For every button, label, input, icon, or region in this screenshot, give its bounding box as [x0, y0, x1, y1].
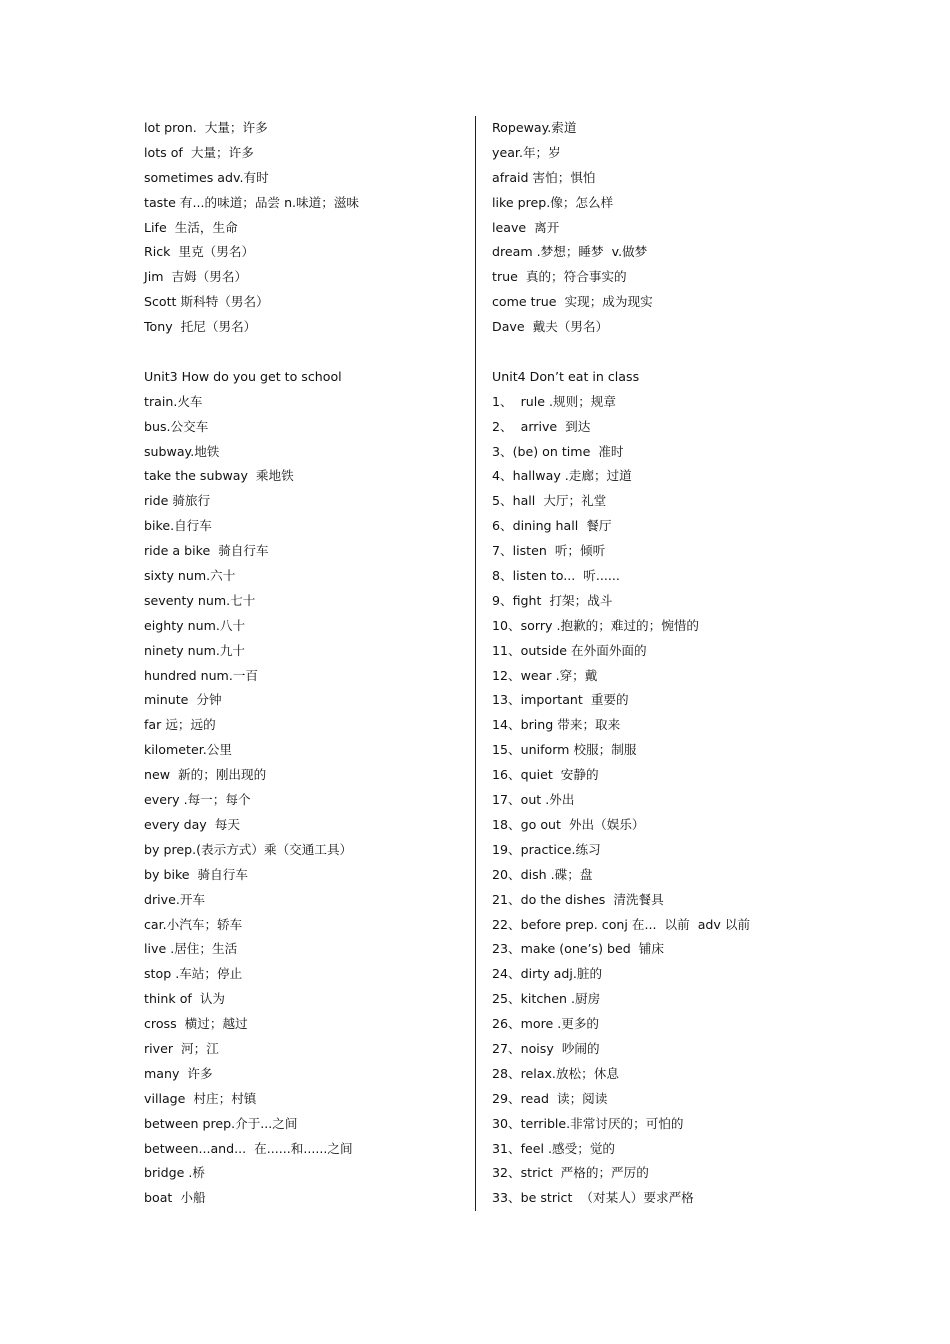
vocab-line: kilometer.公里	[144, 742, 232, 758]
vocab-line: 11、outside 在外面外面的	[492, 642, 647, 658]
vocab-line: cross 横过；越过	[144, 1016, 248, 1032]
vocab-line: stop .车站；停止	[144, 966, 243, 982]
vocab-line: river 河；江	[144, 1040, 219, 1056]
vocab-line: Scott 斯科特（男名）	[144, 294, 269, 310]
vocab-line: live .居住；生活	[144, 941, 238, 957]
vocab-line: come true 实现；成为现实	[492, 294, 653, 310]
vocab-line: 1、 rule .规则；规章	[492, 393, 616, 409]
vocab-line: car.小汽车；轿车	[144, 916, 243, 932]
vocab-line: like prep.像；怎么样	[492, 194, 614, 210]
vocab-line: village 村庄；村镇	[144, 1090, 257, 1106]
blank-line	[492, 340, 812, 365]
vocab-line: lots of 大量；许多	[144, 144, 254, 160]
vocab-line: 8、listen to... 听......	[492, 568, 620, 584]
vocab-line: take the subway 乘地铁	[144, 468, 294, 484]
vocab-line: 15、uniform 校服；制服	[492, 742, 637, 758]
blank-line	[144, 340, 464, 365]
vocab-line: Tony 托尼（男名）	[144, 319, 257, 335]
unit-heading: Unit4 Don’t eat in class	[492, 368, 640, 384]
vocab-line: by bike 骑自行车	[144, 866, 248, 882]
vocab-line: 5、hall 大厅；礼堂	[492, 493, 607, 509]
vocab-line: think of 认为	[144, 991, 226, 1007]
vocab-line: drive.开车	[144, 891, 206, 907]
vocab-line: far 远；远的	[144, 717, 216, 733]
vocab-line: 33、be strict （对某人）要求严格	[492, 1190, 694, 1206]
vocab-line: 29、read 读；阅读	[492, 1090, 608, 1106]
vocab-line: 20、dish .碟；盘	[492, 866, 593, 882]
vocab-line: 10、sorry .抱歉的；难过的；惋惜的	[492, 617, 700, 633]
vocab-line: seventy num.七十	[144, 592, 256, 608]
vocab-line: train.火车	[144, 393, 203, 409]
vocab-line: Life 生活，生命	[144, 219, 238, 235]
vocab-line: ninety num.九十	[144, 642, 246, 658]
vocab-line: between prep.介于...之间	[144, 1115, 298, 1131]
vocab-line: boat 小船	[144, 1190, 206, 1206]
vocab-line: bridge .桥	[144, 1165, 206, 1181]
vocab-list-unit3-end	[492, 116, 812, 340]
vocab-line: 26、more .更多的	[492, 1016, 600, 1032]
vocab-line: 13、important 重要的	[492, 692, 629, 708]
vocab-line: 30、terrible.非常讨厌的；可怕的	[492, 1115, 684, 1131]
vocab-line: 16、quiet 安静的	[492, 767, 599, 783]
vocab-line: 14、bring 带来；取来	[492, 717, 621, 733]
left-column	[144, 116, 464, 1211]
vocab-line: 7、listen 听；倾听	[492, 543, 606, 559]
right-column	[492, 116, 812, 1211]
vocab-line: eighty num.八十	[144, 617, 246, 633]
vocab-line: Rick 里克（男名）	[144, 244, 255, 260]
vocab-line: hundred num.一百	[144, 667, 259, 683]
vocab-line: Dave 戴夫（男名）	[492, 319, 609, 335]
vocab-line: Jim 吉姆（男名）	[144, 269, 248, 285]
vocab-line: 22、before prep. conj 在... 以前 adv 以前	[492, 916, 751, 932]
vocab-line: every .每一；每个	[144, 792, 251, 808]
vocab-line: every day 每天	[144, 816, 240, 832]
vocab-line: ride 骑旅行	[144, 493, 211, 509]
vocab-line: 3、(be) on time 准时	[492, 443, 624, 459]
vocab-list-unit2-end	[144, 116, 464, 340]
vocab-line: leave 离开	[492, 219, 560, 235]
vocab-line: 12、wear .穿；戴	[492, 667, 598, 683]
vocab-line: true 真的；符合事实的	[492, 269, 627, 285]
vocab-line: Ropeway.索道	[492, 120, 577, 135]
vocab-line: 28、relax.放松；休息	[492, 1065, 619, 1081]
vocab-line: taste 有...的味道；品尝 n.味道；滋味	[144, 194, 360, 210]
unit-heading: Unit3 How do you get to school	[144, 368, 342, 384]
vocab-line: 24、dirty adj.脏的	[492, 966, 603, 982]
vocab-line: 19、practice.练习	[492, 841, 601, 857]
vocab-line: by prep.(表示方式）乘（交通工具）	[144, 841, 353, 857]
vocab-line: year.年；岁	[492, 144, 561, 160]
vocab-line: 21、do the dishes 清洗餐具	[492, 891, 664, 907]
vocab-line: 31、feel .感受；觉的	[492, 1140, 616, 1156]
vocab-line: dream .梦想；睡梦 v.做梦	[492, 244, 648, 260]
vocab-line: 4、hallway .走廊；过道	[492, 468, 632, 484]
vocab-line: 32、strict 严格的；严厉的	[492, 1165, 649, 1181]
vocab-line: sometimes adv.有时	[144, 169, 269, 185]
vocab-line: 9、fight 打架；战斗	[492, 592, 613, 608]
vocab-line: afraid 害怕；惧怕	[492, 169, 596, 185]
column-divider	[475, 116, 476, 1211]
vocab-line: bike.自行车	[144, 518, 212, 534]
vocab-line: 6、dining hall 餐厅	[492, 518, 612, 534]
vocab-line: 23、make (one’s) bed 铺床	[492, 941, 664, 957]
vocab-line: 27、noisy 吵闹的	[492, 1040, 600, 1056]
vocab-line: subway.地铁	[144, 443, 220, 459]
vocab-list-unit3	[144, 365, 464, 1211]
vocab-line: bus.公交车	[144, 418, 209, 434]
vocab-line: 25、kitchen .厨房	[492, 991, 601, 1007]
vocab-line: lot pron. 大量；许多	[144, 120, 268, 135]
vocab-line: new 新的；刚出现的	[144, 767, 267, 783]
vocab-line: 2、 arrive 到达	[492, 418, 591, 434]
vocab-list-unit4	[492, 365, 812, 1211]
vocab-line: sixty num.六十	[144, 568, 236, 584]
vocab-line: between...and... 在......和......之间	[144, 1140, 353, 1156]
vocab-line: many 许多	[144, 1065, 213, 1081]
vocab-line: ride a bike 骑自行车	[144, 543, 269, 559]
vocab-line: 18、go out 外出（娱乐）	[492, 816, 645, 832]
vocab-line: 17、out .外出	[492, 792, 575, 808]
vocab-line: minute 分钟	[144, 692, 222, 708]
